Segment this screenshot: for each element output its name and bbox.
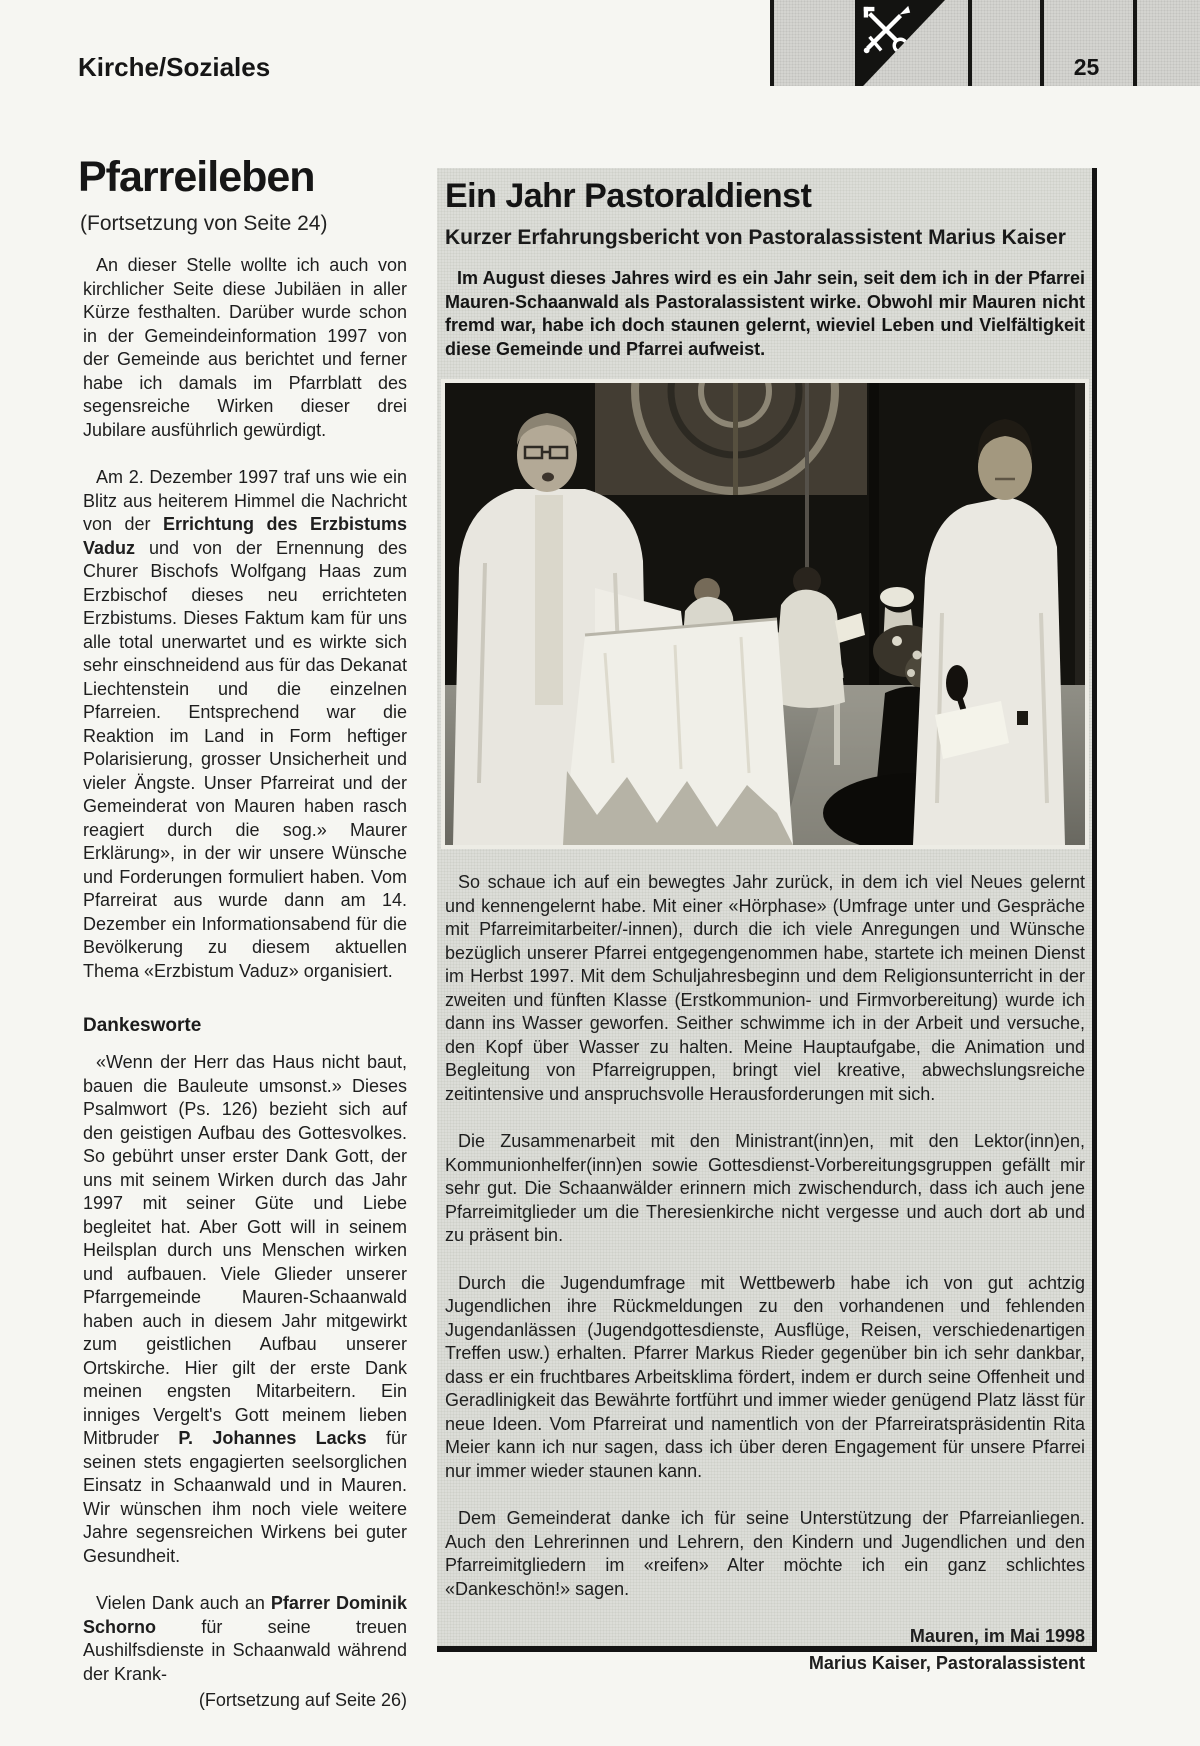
- page-number: 25: [1073, 54, 1100, 80]
- subheading: Dankesworte: [83, 1015, 202, 1036]
- divider-line: [770, 0, 774, 86]
- signoff-author: Marius Kaiser, Pastoralassistent: [808, 1652, 1085, 1673]
- right-article-subtitle: Kurzer Erfahrungsbericht von Pastoralassistent Marius Kaiser: [445, 226, 1066, 249]
- lead-paragraph: Im August dieses Jahres wird es ein Jahr sein, seit dem ich in der Pfarrei Mauren-Schaanwald als Pastoralassistent wirke. Obwohl mir Mauren nicht fremd war, habe ich doch staunen gelernt, wieviel Leben und Vielfältigkeit diese Gemeinde und Pfarrei aufweist.: [445, 268, 1085, 359]
- page-header-band: [770, 0, 1200, 86]
- left-article-title: Pfarreileben: [78, 153, 315, 201]
- right-article-body: [445, 871, 1085, 1675]
- paragraph: So schaue ich auf ein bewegtes Jahr zurück, in dem ich viel Neues gelernt und kennengelernt habe. Mit einer «Hörphase» (Umfrage unter und Gespräche mit Pfarreimitarbeiter/-innen), durch die ich viele Anregungen und Wünsche bezüglich unserer Pfarrei entgegengenommen habe, startete ich meinen Dienst im Herbst 1997. Mit dem Schuljahresbeginn und dem Religionsunterricht in der zweiten und fünften Klasse (Erstkommunion- und Firmvorbereitung) wurde ich dann ins Wasser geworfen. Seither schwimme ich in der Arbeit und versuche, den Kopf über Wasser zu halten. Meine Hauptaufgabe, die Animation und Begleitung von Pfarreigruppen, bringt viel kreative, abwechslungsreiche zeitintensive und anspruchsvolle Herausforderungen mit sich.: [445, 872, 1085, 1104]
- paragraph: Vielen Dank auch an Pfarrer Dominik Schorno für seine treuen Aushilfsdienste in Schaanwald während der Krank-: [83, 1593, 407, 1684]
- paragraph: «Wenn der Herr das Haus nicht baut, bauen die Bauleute umsonst.» Dieses Psalmwort (Ps. 126) bezieht sich auf den geistigen Aufbau des Gottesvolkes. So gebührt unser erster Dank Gott, der uns mit seinem Wirken durch das Jahr 1997 mit seiner Güte und Liebe begleitet hat. Aber Gott will in seinem Heilsplan durch uns Menschen wirken und aufbauen. Viele Glieder unserer Pfarrgemeinde Mauren-Schaanwald haben auch in diesem Jahr mitgewirkt zum geistlichen Aufbau unserer Ortskirche. Hier gilt der erste Dank meinen engsten Mitarbeitern. Ein inniges Vergelt's Gott meinem lieben Mitbruder P. Johannes Lacks für seinen stets engagierten seelsorglichen Einsatz in Schaanwald und in Mauren. Wir wünschen ihm noch viele weitere Jahre segensreichen Wirkens bei guter Gesundheit.: [83, 1052, 407, 1566]
- paragraph: Durch die Jugendumfrage mit Wettbewerb habe ich von gut achtzig Jugendlichen ihre Rückmeldungen zu den vorhandenen und fehlenden Jugendanlässen (Jugendgottesdienste, Ausflüge, Reisen, verschiedenartigen Treffen usw.) erhalten. Pfarrer Markus Rieder gegenüber bin ich sehr dankbar, dass er ein fruchtbares Arbeitsklima fördert, indem er durch seine Offenheit und Geradlinigkeit das Bewährte fortführt und immer wieder genügend Platz lässt für neue Ideen. Vom Pfarreirat und namentlich von der Pfarreiratspräsidentin Rita Meier kann ich nur sagen, dass ich über deren Engagement für unsere Pfarrei nur immer wieder staunen kann.: [445, 1272, 1085, 1481]
- continuation-footer: (Fortsetzung auf Seite 26): [198, 1690, 407, 1710]
- crossed-key-and-sword-icon: [857, 3, 915, 61]
- left-article: [78, 153, 407, 1713]
- paragraph: Dem Gemeinderat danke ich für seine Unterstützung der Pfarreianliegen. Auch den Lehrerinnen und Lehrern, den Kindern und Jugendlichen und den Pfarreimitgliedern im «reifen» Alter möchte ich ein ganz schlichtes «Dankeschön!» sagen.: [445, 1508, 1085, 1599]
- article-photo: [441, 379, 1089, 849]
- paragraph: Am 2. Dezember 1997 traf uns wie ein Blitz aus heiterem Himmel die Nachricht von der Errichtung des Erzbistums Vaduz und von der Ernennung des Churer Bischofs Wolfgang Haas zum Erzbischof dieses neu errichteten Erzbistums. Dieses Faktum kam für uns alle total unerwartet und es wirkte sich sehr einschneidend aus für das Dekanat Liechtenstein und die einzelnen Pfarreien. Entsprechend war die Reaktion im Land in Form heftiger Polarisierung, grosser Unsicherheit und vieler Ängste. Unser Pfarreirat und der Gemeinderat von Mauren haben rasch reagiert durch die sog.» Maurer Erklärung», in der wir unsere Wünsche und Forderungen formuliert haben. Vom Pfarreirat aus wurde dann am 14. Dezember ein Informationsabend für die Bevölkerung zu diesem aktuellen Thema «Erzbistum Vaduz» organisiert.: [83, 467, 407, 981]
- divider-line: [968, 0, 972, 86]
- paragraph: Die Zusammenarbeit mit den Ministrant(inn)en, mit den Lektor(inn)en, Kommunionhelfer(inn)en sowie Gottesdienst-Vorbereitungsgruppen gefällt mir sehr gut. Die Schaanwälder erinnern mich zwischendurch, dass ich auch jene Pfarreimitglieder um die Theresienkirche nicht vergesse und auch dort ab und zu präsent bin.: [445, 1131, 1085, 1245]
- divider-line: [1133, 0, 1137, 86]
- section-label: Kirche/Soziales: [78, 52, 271, 82]
- continuation-note: (Fortsetzung von Seite 24): [80, 212, 328, 235]
- parish-emblem-triangle: [855, 0, 945, 86]
- church-scene-illustration: [445, 383, 1085, 845]
- right-article-title: Ein Jahr Pastoraldienst: [445, 177, 812, 215]
- signoff-place-date: Mauren, im Mai 1998: [909, 1626, 1085, 1646]
- left-article-body: [83, 254, 407, 1713]
- right-article: [437, 168, 1097, 1673]
- paragraph: An dieser Stelle wollte ich auch von kirchlicher Seite diese Jubiläen in aller Kürze festhalten. Darüber wurde schon in der Gemeindeinformation 1997 von der Gemeinde aus berichtet und ferner habe ich damals im Pfarrblatt des segensreiche Wirken dieser drei Jubilare ausführlich gewürdigt.: [83, 255, 407, 440]
